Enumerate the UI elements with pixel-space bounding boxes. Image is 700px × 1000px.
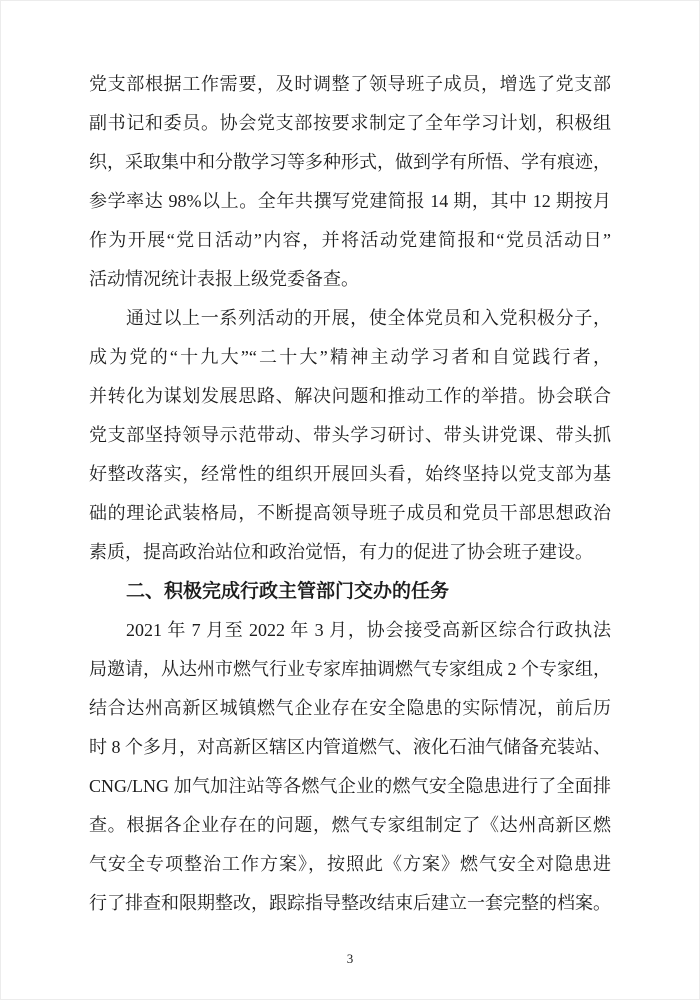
text-line: 结合达州高新区城镇燃气企业存在安全隐患的实际情况，前后历 [89,698,611,718]
text-line: 素质，提高政治站位和政治觉悟，有力的促进了协会班子建设。 [89,542,593,562]
heading-line: 二、积极完成行政主管部门交办的任务 [126,581,450,602]
section-heading [89,572,611,611]
text-line: CNG/LNG 加气加注站等各燃气企业的燃气安全隐患进行了全面排 [89,776,611,796]
text-line: 并转化为谋划发展思路、解决问题和推动工作的举措。协会联合 [89,386,611,406]
text-line: 局邀请，从达州市燃气行业专家库抽调燃气专家组成 2 个专家组， [89,659,611,679]
text-line: 气安全专项整治工作方案》，按照此《方案》燃气安全对隐患进 [89,854,611,874]
text-line: 活动情况统计表报上级党委备查。 [89,269,359,289]
paragraph [89,611,611,923]
text-line: 党支部坚持领导示范带动、带头学习研讨、带头讲党课、带头抓 [89,425,611,445]
text-line: 查。根据各企业存在的问题，燃气专家组制定了《达州高新区燃 [89,815,611,835]
text-line: 参学率达 98%以上。全年共撰写党建简报 14 期，其中 12 期按月 [89,191,611,211]
text-line: 通过以上一系列活动的开展，使全体党员和入党积极分子， [126,308,611,328]
text-line: 织，采取集中和分散学习等多种形式，做到学有所悟、学有痕迹， [89,152,611,172]
text-line: 础的理论武装格局，不断提高领导班子成员和党员干部思想政治 [89,503,611,523]
text-line: 成为党的“十九大”“二十大”精神主动学习者和自觉践行者， [89,347,611,367]
text-line: 党支部根据工作需要，及时调整了领导班子成员，增选了党支部 [89,74,611,94]
page-footer [1,951,699,967]
text-line: 好整改落实，经常性的组织开展回头看，始终坚持以党支部为基 [89,464,611,484]
text-line: 行了排查和限期整改，跟踪指导整改结束后建立一套完整的档案。 [89,893,611,913]
text-line: 时 8 个多月，对高新区辖区内管道燃气、液化石油气储备充装站、 [89,737,611,757]
text-line: 作为开展“党日活动”内容，并将活动党建简报和“党员活动日” [89,230,611,250]
paragraph [89,299,611,572]
text-line: 副书记和委员。协会党支部按要求制定了全年学习计划，积极组 [89,113,611,133]
text-line: 2021 年 7 月至 2022 年 3 月，协会接受高新区综合行政执法 [126,620,611,640]
document-body [1,1,699,923]
paragraph [89,65,611,299]
page-number: 3 [346,951,354,966]
